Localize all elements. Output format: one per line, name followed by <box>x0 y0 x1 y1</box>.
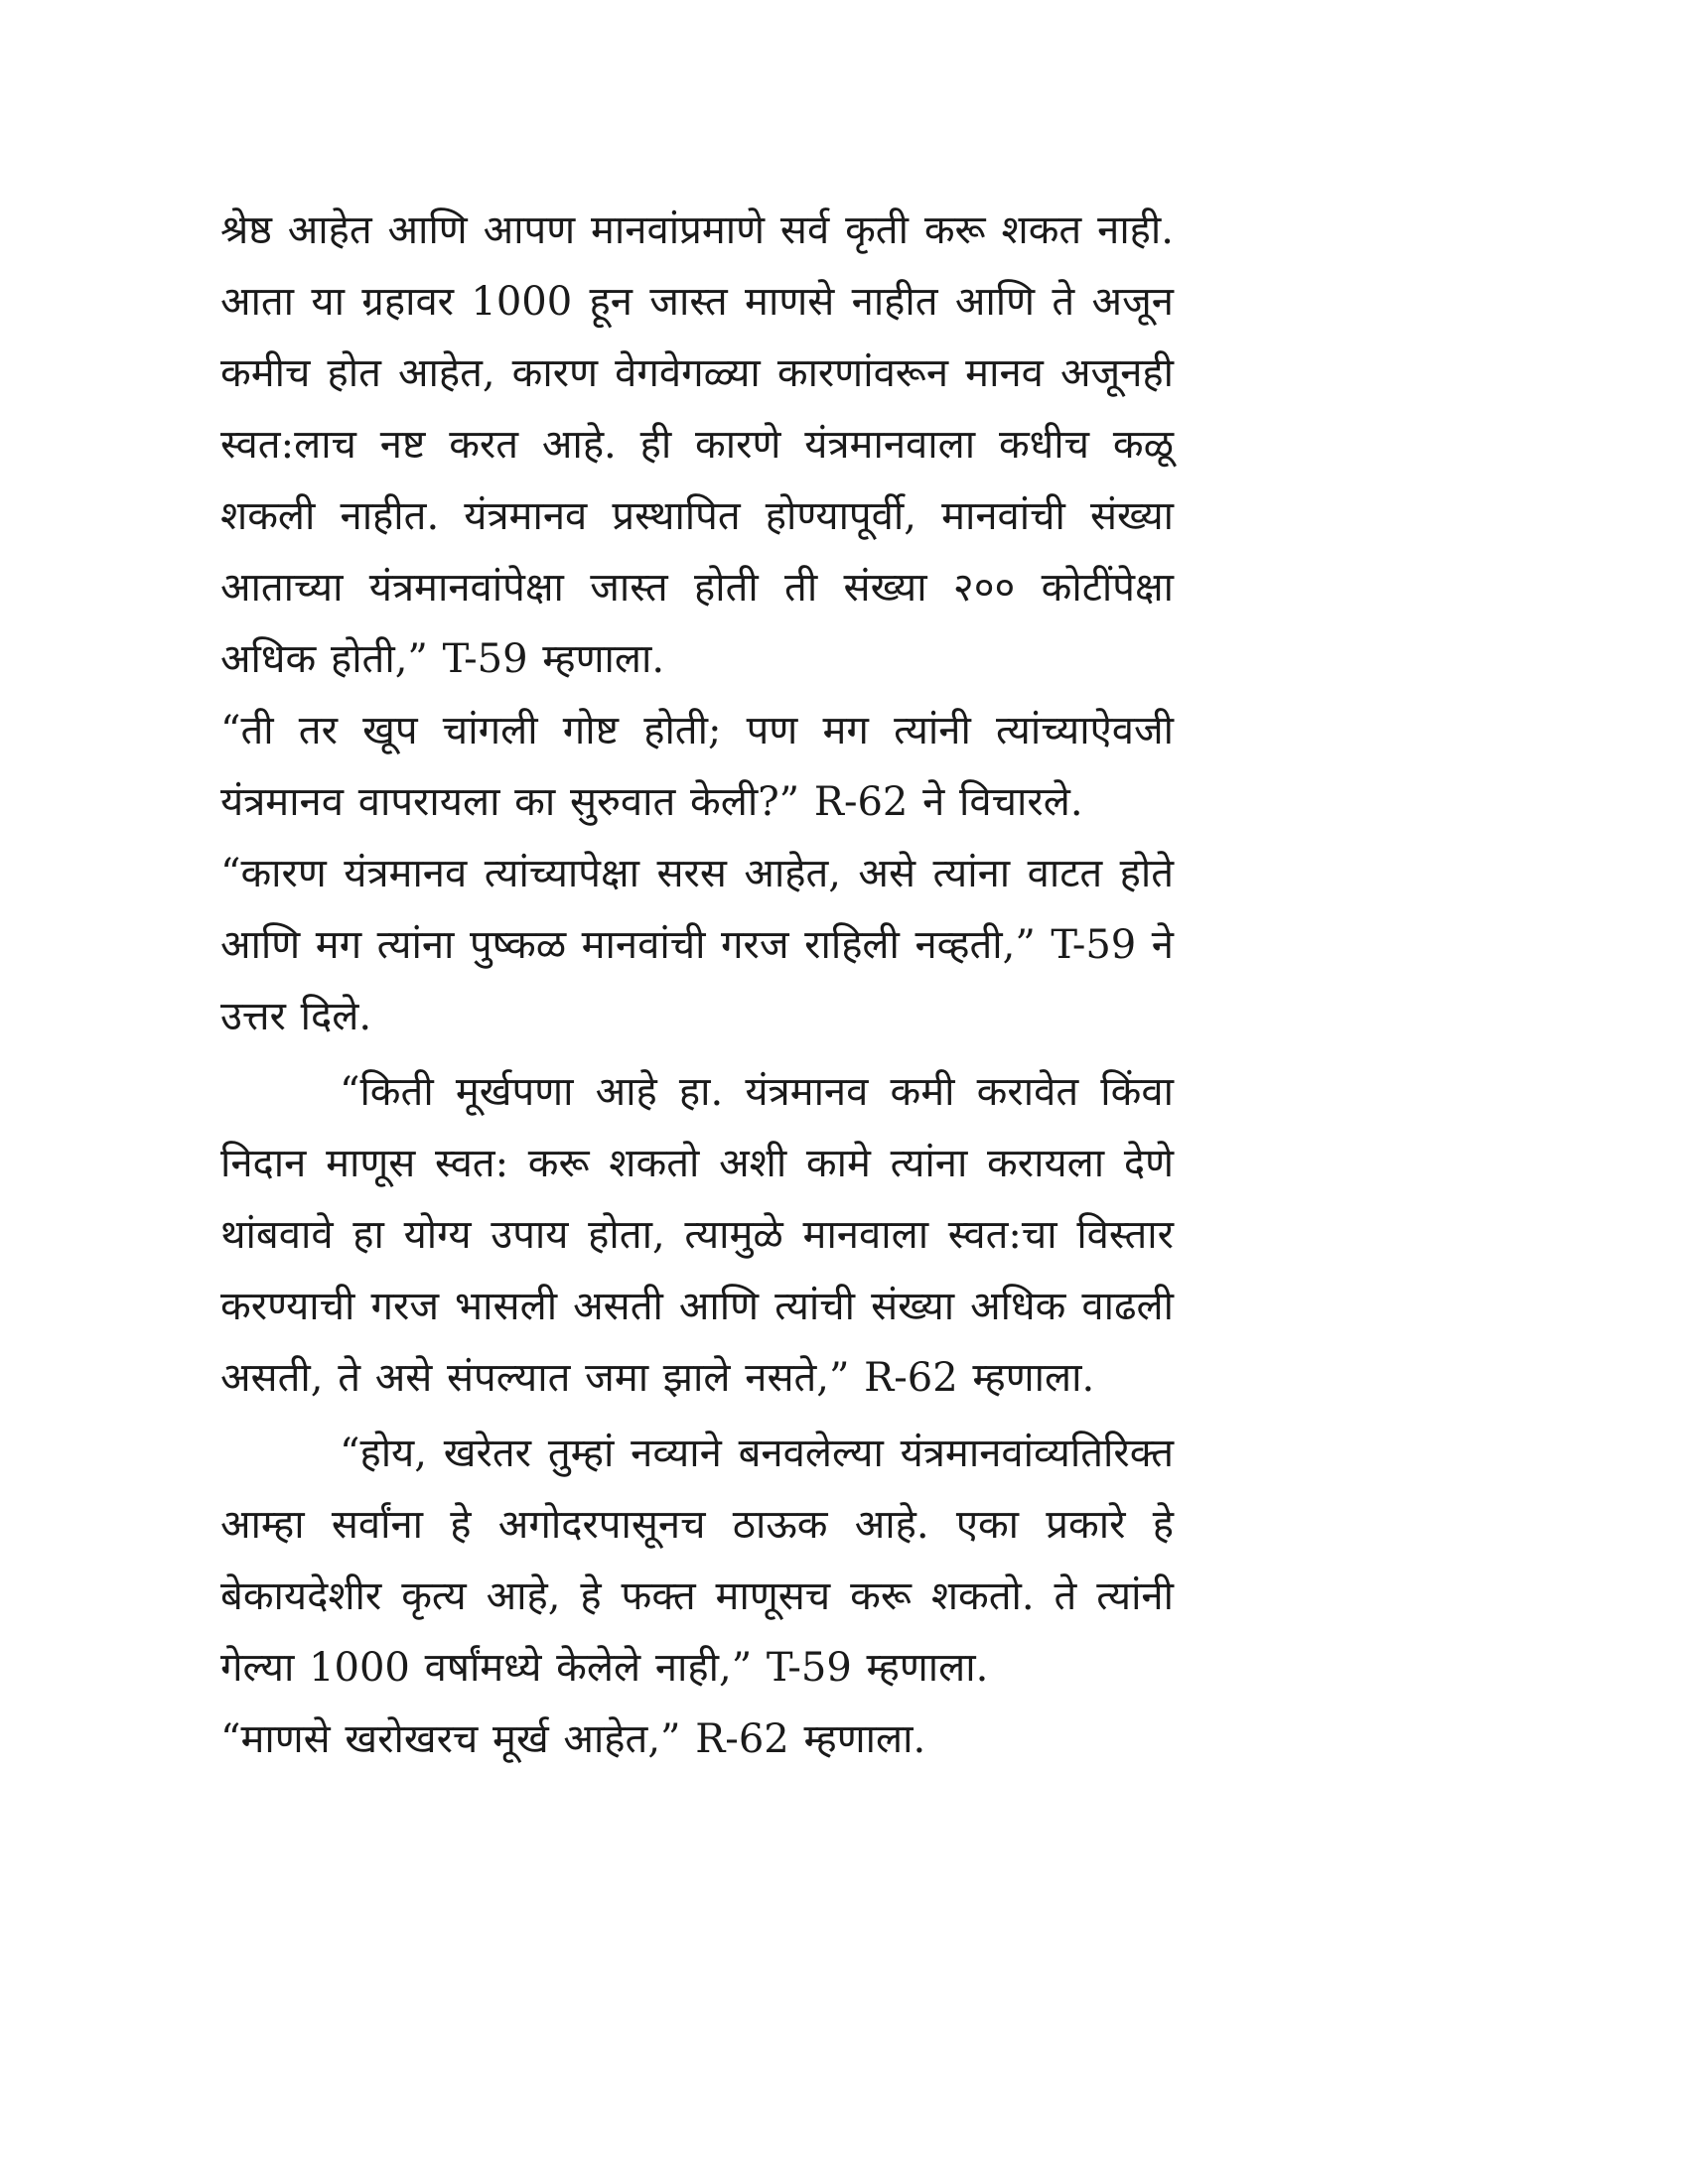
paragraph-2: “ती तर खूप चांगली गोष्ट होती; पण मग त्यांनी त्यांच्याऐवजी यंत्रमानव वापरायला का सुरुवात केली?” R-62 ने विचारले. <box>220 708 1174 825</box>
paragraph-1: श्रेष्ठ आहेत आणि आपण मानवांप्रमाणे सर्व कृती करू शकत नाही. आता या ग्रहावर 1000 हून जास्त माणसे नाहीत आणि ते अजून कमीच होत आहेत, कारण वेगवेगळ्या कारणांवरून मानव अजूनही स्वत:लाच नष्ट करत आहे. ही कारणे यंत्रमानवाला कधीच कळू शकली नाहीत. यंत्रमानव प्रस्थापित होण्यापूर्वी, मानवांची संख्या आताच्या यंत्रमानवांपेक्षा जास्त होती ती संख्या २०० कोटींपेक्षा अधिक होती,” T-59 म्हणाला. <box>220 207 1174 682</box>
paragraph-6: “माणसे खरोखरच मूर्ख आहेत,” R-62 म्हणाला. <box>220 1716 926 1762</box>
paragraph-3: “कारण यंत्रमानव त्यांच्यापेक्षा सरस आहेत, असे त्यांना वाटत होते आणि मग त्यांना पुष्कळ मानवांची गरज राहिली नव्हती,” T-59 ने उत्तर दिले. <box>220 851 1174 1039</box>
body-text <box>220 195 1174 1775</box>
paragraph-5: “होय, खरेतर तुम्हां नव्याने बनवलेल्या यंत्रमानवांव्यतिरिक्त आम्हा सर्वांना हे अगोदरपासूनच ठाऊक आहे. एका प्रकारे हे बेकायदेशीर कृत्य आहे, हे फक्त माणूसच करू शकतो. ते त्यांनी गेल्या 1000 वर्षांमध्ये केलेले नाही,” T-59 म्हणाला. <box>220 1431 1174 1691</box>
paragraph-4: “किती मूर्खपणा आहे हा. यंत्रमानव कमी करावेत किंवा निदान माणूस स्वत: करू शकतो अशी कामे त्यांना करायला देणे थांबवावे हा योग्य उपाय होता, त्यामुळे मानवाला स्वत:चा विस्तार करण्याची गरज भासली असती आणि त्यांची संख्या अधिक वाढली असती, ते असे संपल्यात जमा झाले नसते,” R-62 म्हणाला. <box>220 1069 1174 1401</box>
